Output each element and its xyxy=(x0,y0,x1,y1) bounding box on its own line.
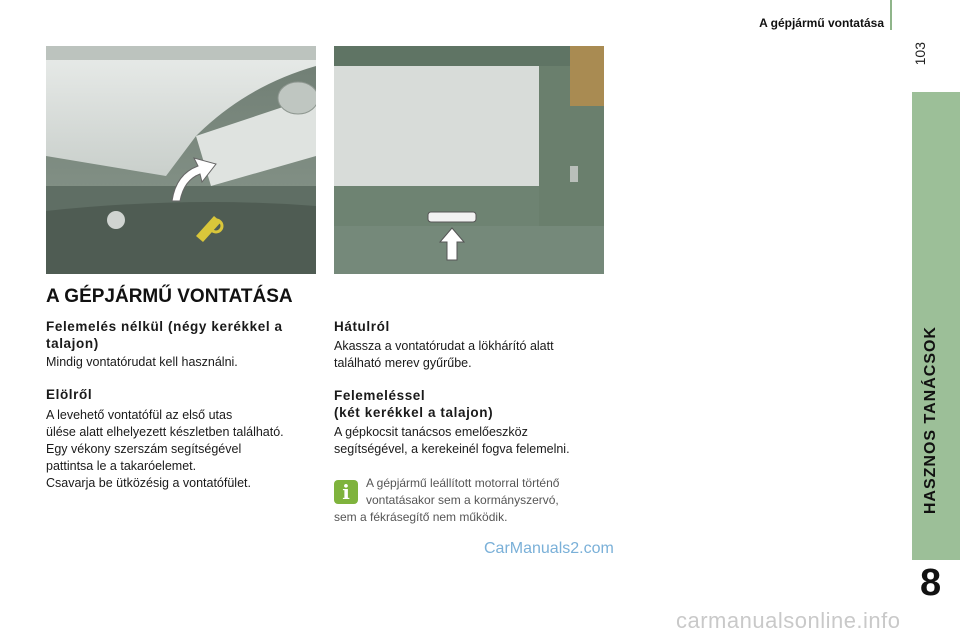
rear-towing-photo xyxy=(334,46,604,274)
header-divider xyxy=(890,0,892,30)
note-line: vontatásakor sem a kormányszervó, xyxy=(366,493,559,507)
paragraph-front-instructions xyxy=(46,407,284,492)
heading-line: Felemelés nélkül (négy kerékkel a xyxy=(46,319,283,334)
text-line: segítségével, a kerekeinél fogva felemelni. xyxy=(334,442,570,456)
paragraph-lift-instructions xyxy=(334,424,570,458)
paragraph-rear-instructions xyxy=(334,338,554,372)
section-heading-rear: Hátulról xyxy=(334,319,390,334)
text-line: Csavarja be ütközésig a vontatófület. xyxy=(46,476,251,490)
section-heading-no-lift xyxy=(46,318,283,352)
text-line: Akassza a vontatórudat a lökhárító alatt xyxy=(334,339,554,353)
section-heading-with-lift xyxy=(334,387,493,421)
heading-line: Felemeléssel xyxy=(334,388,426,403)
heading-line: talajon) xyxy=(46,336,99,351)
watermark-center: CarManuals2.com xyxy=(484,540,614,557)
running-header: A gépjármű vontatása xyxy=(759,16,884,30)
info-icon: i xyxy=(334,480,358,504)
page-number: 103 xyxy=(912,42,928,66)
text-line: ülése alatt elhelyezett készletben található. xyxy=(46,425,284,439)
chapter-number: 8 xyxy=(920,562,942,604)
text-line: A levehető vontatófül az első utas xyxy=(46,408,233,422)
section-heading-front: Elölről xyxy=(46,387,93,402)
text-line: található merev gyűrűbe. xyxy=(334,356,472,370)
text-line: pattintsa le a takaróelemet. xyxy=(46,459,197,473)
chapter-side-tab-label: HASZNOS TANÁCSOK xyxy=(922,326,939,515)
text-line: A gépkocsit tanácsos emelőeszköz xyxy=(334,425,528,439)
heading-line: (két kerékkel a talajon) xyxy=(334,405,494,420)
front-towing-photo xyxy=(46,46,316,274)
paragraph: Mindig vontatórudat kell használni. xyxy=(46,355,238,369)
page-title: A GÉPJÁRMŰ VONTATÁSA xyxy=(46,286,293,307)
info-note xyxy=(334,475,604,526)
note-line: A gépjármű leállított motorral történő xyxy=(366,476,560,490)
text-line: Egy vékony szerszám segítségével xyxy=(46,442,242,456)
watermark-corner: carmanualsonline.info xyxy=(676,608,901,633)
note-line: sem a fékrásegítő nem működik. xyxy=(334,510,508,524)
